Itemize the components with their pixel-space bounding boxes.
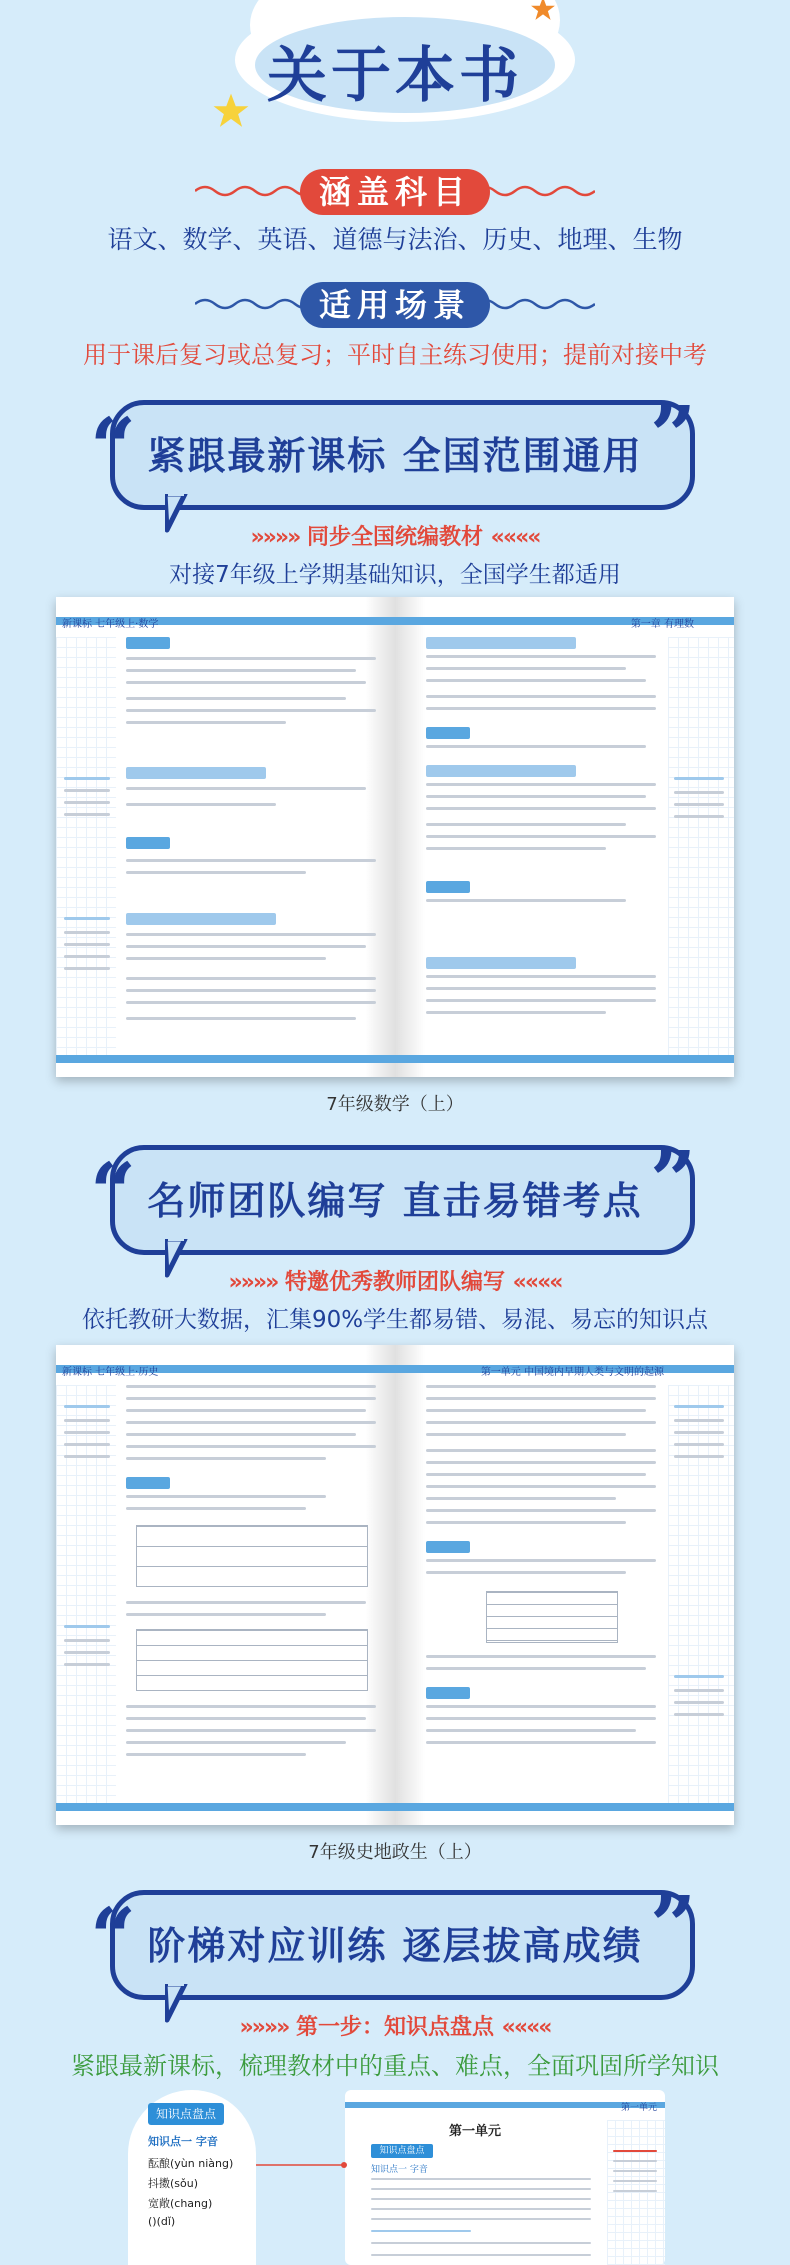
book-header-right: 第一章 有理数 — [630, 619, 694, 630]
zoom-connector — [240, 2160, 350, 2170]
close-quote-icon: ” — [650, 1133, 697, 1227]
coverage-label: 涵盖科目 — [300, 169, 490, 215]
book-header-left: 新课标 七年级上·历史 — [62, 1367, 159, 1378]
section2-headline: 名师团队编写 直击易错考点 — [147, 1179, 643, 1223]
close-quote-icon: ” — [650, 1878, 697, 1972]
book-preview-chinese — [345, 2090, 665, 2265]
section1-description: 对接7年级上学期基础知识，全国学生都适用 — [169, 562, 621, 588]
section2-subtitle-text: 特邀优秀教师团队编写 — [284, 1270, 505, 1295]
section3-subtitle: »»»» 第一步：知识点盘点 «««« — [239, 2015, 551, 2040]
section1-subtitle-text: 同步全国统编教材 — [306, 525, 483, 550]
bubble-word: ()(dǐ) — [148, 2215, 176, 2228]
open-quote-icon: “ — [90, 1890, 137, 1984]
book-preview-math — [56, 597, 734, 1077]
bubble-word: 抖擞(sǒu) — [148, 2177, 199, 2190]
book-section-item: 知识点一 字音 — [371, 2165, 428, 2175]
bubble-item: 知识点一 字音 — [148, 2135, 218, 2148]
math-book-caption: 7年级数学（上） — [326, 1094, 464, 1115]
open-quote-icon: “ — [90, 400, 137, 494]
history-book-caption: 7年级史地政生（上） — [308, 1842, 482, 1863]
star-icon — [530, 0, 556, 22]
section1-subtitle: »»»» 同步全国统编教材 «««« — [250, 525, 540, 550]
subjects-list: 语文、数学、英语、道德与法治、历史、地理、生物 — [107, 225, 683, 254]
section3-headline: 阶梯对应训练 逐层拔高成绩 — [147, 1924, 643, 1968]
usage-text: 用于课后复习或总复习；平时自主练习使用；提前对接中考 — [83, 341, 707, 369]
book-unit-title: 第一单元 — [448, 2124, 501, 2139]
book-preview-history — [56, 1345, 734, 1825]
book-header-right: 第一单元 — [620, 2103, 657, 2113]
open-quote-icon: “ — [90, 1145, 137, 1239]
book-header-left: 新课标 七年级上·数学 — [62, 619, 159, 630]
section1-headline: 紧跟最新课标 全国范围通用 — [147, 434, 643, 478]
section3-description: 紧跟最新课标，梳理教材中的重点、难点，全面巩固所学知识 — [71, 2052, 719, 2080]
page-title: 关于本书 — [267, 41, 523, 111]
bubble-word: 宽敞(chang) — [148, 2197, 213, 2210]
section2-description: 依托教研大数据，汇集90%学生都易错、易混、易忘的知识点 — [81, 1307, 709, 1333]
book-section-tag: 知识点盘点 — [371, 2144, 433, 2158]
section2-subtitle: »»»» 特邀优秀教师团队编写 «««« — [228, 1270, 562, 1295]
book-header-right: 第一单元 中国境内早期人类与文明的起源 — [480, 1367, 664, 1378]
section3-subtitle-text: 第一步：知识点盘点 — [295, 2015, 494, 2040]
scenes-label: 适用场景 — [300, 282, 490, 328]
bubble-tag: 知识点盘点 — [148, 2103, 224, 2125]
close-quote-icon: ” — [650, 388, 697, 482]
bubble-word: 酝酿(yùn niàng) — [148, 2157, 234, 2170]
